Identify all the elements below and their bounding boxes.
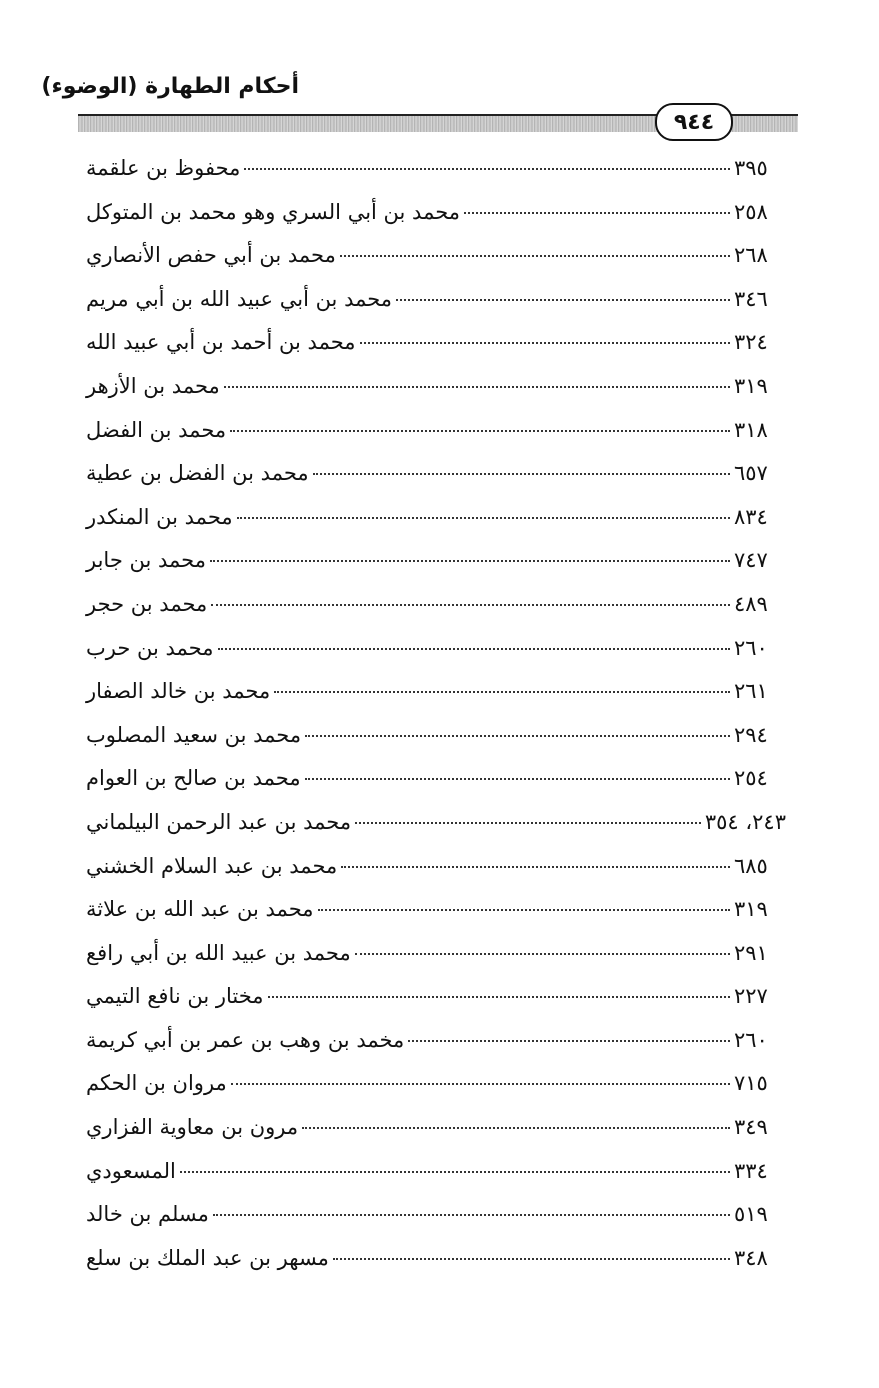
dot-leader [231,1083,730,1085]
entry-name: محفوظ بن علقمة [86,156,241,180]
dot-leader [355,953,730,955]
index-entry [78,897,792,941]
entry-name: محمد بن عبد الرحمن البيلماني [86,809,352,834]
dot-leader [268,996,730,998]
entry-page-numbers: ٣١٩ [734,373,768,398]
index-entry [78,1202,792,1246]
dot-leader [305,778,730,780]
entry-name: محمد بن أبي عبيد الله بن أبي مريم [86,286,393,311]
entry-page-numbers: ٢٩١ [734,940,768,965]
entry-name: محمد بن حرب [86,635,214,660]
index-entry [78,374,792,418]
index-entry [78,418,792,462]
index-entry [78,243,792,287]
entry-page-numbers: ٢٦٠ [734,1027,768,1052]
index-entry [78,1246,792,1290]
dot-leader [333,1258,730,1260]
entry-name: محمد بن خالد الصفار [86,679,271,704]
dot-leader [244,168,730,170]
dot-leader [340,255,730,257]
index-entry [78,984,792,1028]
dot-leader [211,604,730,606]
index-entry [78,941,792,985]
entry-name: محمد بن عبد الله بن علاثة [86,897,314,922]
entry-page-numbers: ٢٥٨ [734,199,768,224]
index-entry [78,636,792,680]
entry-name: مسلم بن خالد [86,1202,209,1227]
entry-page-numbers: ٣١٩ [734,897,768,922]
entry-page-numbers: ٢٦٨ [734,243,768,268]
dot-leader [302,1127,730,1129]
index-entry [78,200,792,244]
entry-page-numbers: ٨٣٤ [734,504,768,529]
entry-page-numbers: ٢٢٧ [734,984,768,1009]
dot-leader [408,1040,730,1042]
entry-name: محمد بن صالح بن العوام [86,766,301,791]
index-entry [78,1071,792,1115]
dot-leader [274,691,730,693]
entry-name: محمد بن سعيد المصلوب [86,722,302,747]
dot-leader [360,342,730,344]
page-number: ٩٤٤ [655,103,733,141]
entry-name: محمد بن الفضل بن عطية [86,461,309,486]
entry-page-numbers: ٦٥٧ [734,461,768,486]
entry-page-numbers: ٣٤٩ [734,1115,768,1140]
entry-page-numbers: ٢٦١ [734,679,768,704]
entry-page-numbers: ٢٤٣، ٣٥٤ [704,809,786,834]
dot-leader [210,560,730,562]
entry-name: محمد بن المنكدر [86,504,233,529]
index-entry [78,592,792,636]
dot-leader [341,866,730,868]
entry-name: المسعودي [86,1158,176,1183]
entry-page-numbers: ٣١٨ [734,417,768,442]
index-entry [78,1115,792,1159]
entry-name: محمد بن حجر [86,591,208,616]
entry-name: محمد بن جابر [86,548,206,573]
index-entry [78,679,792,723]
entry-name: مرون بن معاوية الفزاري [86,1115,299,1140]
entry-name: محمد بن عبيد الله بن أبي رافع [86,940,351,965]
entry-page-numbers: ٣٢٤ [734,330,768,355]
entry-page-numbers: ٢٩٤ [734,722,768,747]
entry-page-numbers: ٣٣٤ [734,1158,768,1183]
dot-leader [355,822,701,824]
entry-name: مروان بن الحكم [86,1071,227,1096]
index-entry [78,461,792,505]
entry-page-numbers: ٧٤٧ [734,548,768,573]
index-entry [78,330,792,374]
entry-name: مختار بن نافع التيمي [86,984,264,1009]
index-entry [78,287,792,331]
index-entry [78,505,792,549]
index-entry [78,1028,792,1072]
entry-name: محمد بن أبي السري وهو محمد بن المتوكل [86,199,461,224]
dot-leader [313,473,730,475]
entry-page-numbers: ٣٩٥ [734,156,768,180]
entry-page-numbers: ٧١٥ [734,1071,768,1096]
dot-leader [230,430,730,432]
index-entry [78,723,792,767]
dot-leader [305,735,730,737]
dot-leader [318,909,730,911]
dot-leader [180,1171,730,1173]
entry-name: مسهر بن عبد الملك بن سلع [86,1245,329,1270]
dot-leader [213,1214,730,1216]
index-entry [78,810,792,854]
name-index-list [78,156,792,1289]
dot-leader [464,212,730,214]
entry-name: مخمد بن وهب بن عمر بن أبي كريمة [86,1027,405,1052]
dot-leader [396,299,730,301]
index-entry [78,1159,792,1203]
index-entry [78,156,792,200]
entry-page-numbers: ٤٨٩ [734,591,768,616]
running-header-title: أحكام الطهارة (الوضوء) [41,74,299,99]
entry-page-numbers: ٥١٩ [734,1202,768,1227]
index-entry [78,854,792,898]
entry-name: محمد بن أبي حفص الأنصاري [86,243,336,268]
entry-name: محمد بن أحمد بن أبي عبيد الله [86,330,356,355]
dot-leader [224,386,730,388]
entry-name: محمد بن عبد السلام الخشني [86,853,338,878]
entry-name: محمد بن الأزهر [86,373,220,398]
entry-page-numbers: ٢٥٤ [734,766,768,791]
index-entry [78,766,792,810]
entry-page-numbers: ٢٦٠ [734,635,768,660]
entry-page-numbers: ٣٤٦ [734,286,768,311]
index-entry [78,548,792,592]
entry-page-numbers: ٣٤٨ [734,1245,768,1270]
entry-page-numbers: ٦٨٥ [734,853,768,878]
dot-leader [237,517,730,519]
entry-name: محمد بن الفضل [86,417,227,442]
dot-leader [218,648,731,650]
